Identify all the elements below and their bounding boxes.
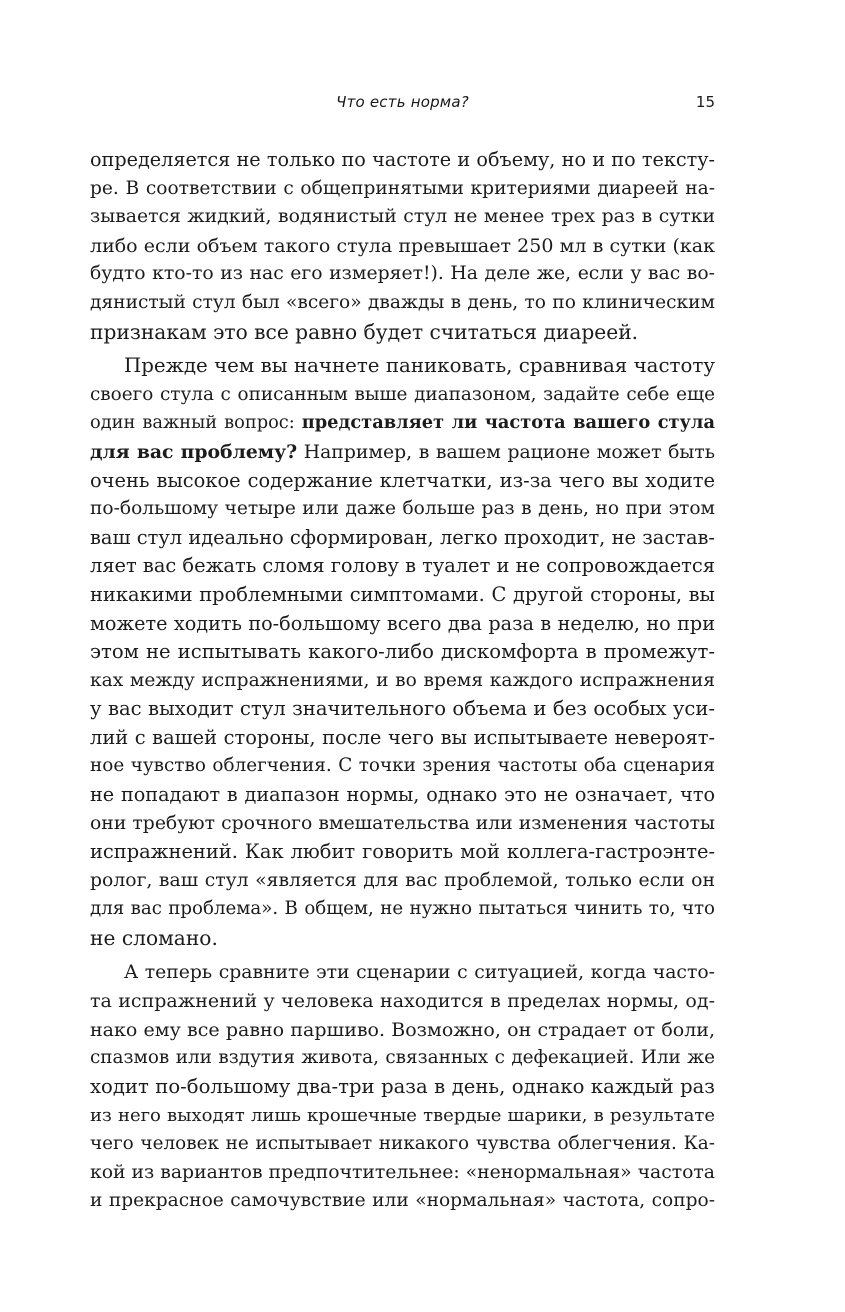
- emphasis-text: для вас проблему?: [90, 440, 298, 463]
- text-line: никакими проблемными симптомами. С другой стороны, вы: [90, 582, 715, 606]
- text-line: лий с вашей стороны, после чего вы испытываете невероят-: [90, 725, 715, 749]
- text-line: у вас выходит стул значительного объема и без особых уси-: [90, 697, 715, 721]
- text-line: по-большому четыре или даже больше раз в день, но при этом: [90, 498, 715, 520]
- text-line: будто кто-то из нас его измеряет!). На деле же, если у вас во-: [90, 263, 715, 285]
- text-line: один важный вопрос: представляет ли частота вашего стула: [90, 412, 715, 434]
- paragraph: [90, 146, 715, 346]
- text-line: зывается жидкий, водянистый стул не менее трех раз в сутки: [90, 206, 715, 228]
- running-title: Что есть норма?: [336, 93, 469, 111]
- text-line: ваш стул идеально сформирован, легко проходит, не застав-: [90, 525, 715, 549]
- text-line: не сломано.: [90, 926, 218, 951]
- text-line: ках между испражнениями, и во время каждого испражнения: [90, 669, 715, 691]
- text-line: своего стула с описанным выше диапазоном, задайте себе еще: [90, 383, 715, 405]
- text-line: и прекрасное самочувствие или «нормальная» частота, сопро-: [90, 1190, 715, 1212]
- text-line: ное чувство облегчения. С точки зрения частоты оба сценария: [90, 755, 715, 777]
- text-line: нако ему все равно паршиво. Возможно, он страдает от боли,: [90, 1018, 715, 1041]
- text-line: из него выходят лишь крошечные твердые шарики, в результате: [90, 1104, 715, 1126]
- text-line: испражнений. Как любит говорить мой коллега-гастроэнте-: [90, 840, 715, 864]
- text-line: этом не испытывать какого-либо дискомфорта в промежут-: [90, 640, 715, 664]
- body-text: [90, 146, 715, 1216]
- text-line: либо если объем такого стула превышает 250 мл в сутки (как: [90, 234, 715, 257]
- text-line: дянистый стул был «всего» дважды в день, то по клиническим: [90, 291, 715, 313]
- running-head: [90, 93, 715, 117]
- text-line: А теперь сравните эти сценарии с ситуацией, когда часто-: [124, 961, 715, 983]
- text-line: ходит по-большому два-три раза в день, однако каждый раз: [90, 1075, 715, 1098]
- text-line: не попадают в диапазон нормы, однако это не означает, что: [90, 783, 715, 807]
- text-line: очень высокое содержание клетчатки, из-за чего вы ходите: [90, 468, 715, 492]
- text-line: ре. В соответствии с общепринятыми критериями диареей на-: [90, 177, 715, 199]
- page-number: 15: [695, 93, 715, 111]
- paragraph: [90, 352, 715, 952]
- paragraph: [90, 959, 715, 1216]
- text-line: спазмов или вздутия живота, связанных с дефекацией. Или же: [90, 1047, 715, 1069]
- text-line: чего человек не испытывает никакого чувства облегчения. Ка-: [90, 1133, 715, 1155]
- text-line: та испражнений у человека находится в пределах нормы, од-: [90, 990, 715, 1013]
- text-line: кой из вариантов предпочтительнее: «ненормальная» частота: [90, 1161, 715, 1183]
- text-line: можете ходить по-большому всего два раза в неделю, но при: [90, 611, 715, 635]
- emphasis-text: представляет ли частота вашего стула: [301, 412, 715, 434]
- text-line: Прежде чем вы начнете паниковать, сравнивая частоту: [124, 354, 715, 378]
- text-line: для вас проблема». В общем, не нужно пытаться чинить то, что: [90, 898, 715, 920]
- text-line: определяется не только по частоте и объему, но и по тексту-: [90, 148, 715, 171]
- text-line: ролог, ваш стул «является для вас проблемой, только если он: [90, 869, 715, 891]
- text-line: для вас проблему? Например, в вашем рационе может быть: [90, 440, 715, 463]
- text-line: они требуют срочного вмешательства или изменения частоты: [90, 812, 715, 834]
- text-line: ляет вас бежать сломя голову в туалет и не сопровождается: [90, 554, 715, 578]
- text-line: признакам это все равно будет считаться диареей.: [90, 319, 639, 344]
